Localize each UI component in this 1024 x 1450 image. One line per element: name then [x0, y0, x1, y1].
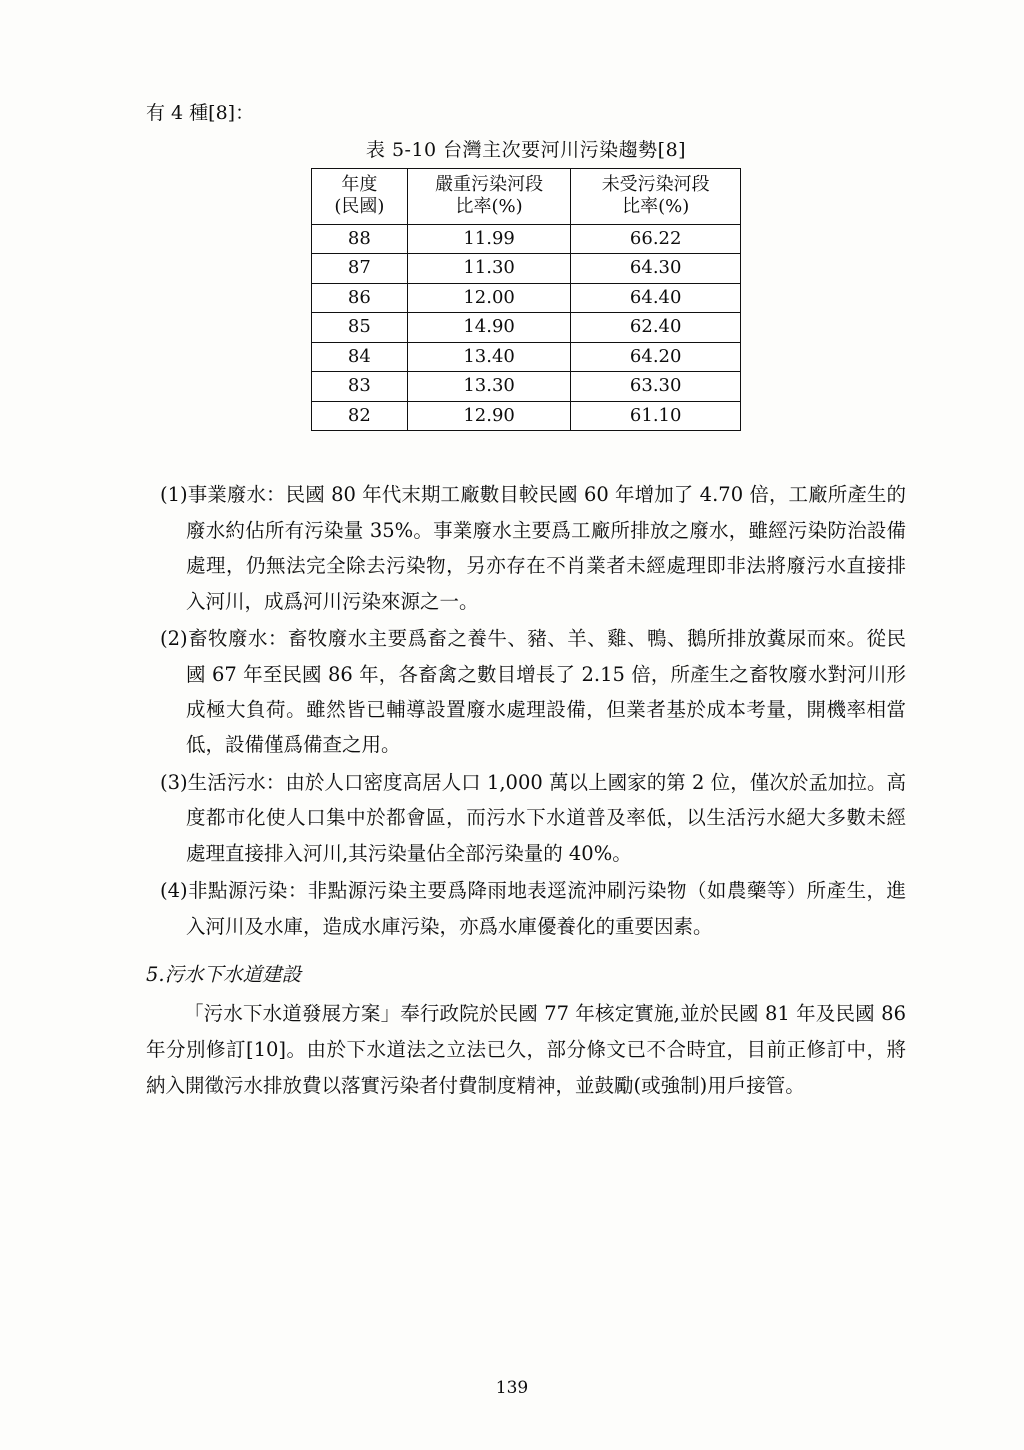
list-item: (1)事業廢水：民國 80 年代末期工廠數目較民國 60 年增加了 4.70 倍，工廠所產生的廢水約佔所有污染量 35%。事業廢水主要爲工廠所排放之廢水，雖經污染防治設備處理，仍無法完全除去污染物，另亦存在不肖業者未經處理即非法將廢污水直接排入河川，成爲河川污染來源之一。	[160, 483, 906, 613]
table-row	[312, 342, 741, 372]
cell-severe: 13.40	[407, 342, 571, 372]
cell-severe: 12.90	[407, 401, 571, 431]
river-pollution-table	[311, 168, 741, 432]
column-header-severe-line1: 嚴重污染河段	[435, 173, 544, 195]
cell-year: 82	[312, 401, 408, 431]
table-header-row	[312, 168, 741, 224]
cell-year: 84	[312, 342, 408, 372]
table-row	[312, 313, 741, 343]
cell-year: 88	[312, 224, 408, 254]
list-item: (4)非點源污染：非點源污染主要爲降雨地表逕流沖刷污染物（如農藥等）所產生，進入河川及水庫，造成水庫污染，亦爲水庫優養化的重要因素。	[160, 879, 906, 938]
list-item: (2)畜牧廢水：畜牧廢水主要爲畜之養牛、豬、羊、雞、鴨、鵝所排放糞尿而來。從民國 67 年至民國 86 年，各畜禽之數目增長了 2.15 倍，所產生之畜牧廢水對河川形成極大負荷。雖然皆已輔導設置廢水處理設備，但業者基於成本考量，開機率相當低，設備僅爲備查之用。	[160, 627, 906, 757]
column-header-unpolluted-line1: 未受污染河段	[601, 173, 710, 195]
cell-unpolluted: 62.40	[571, 313, 741, 343]
table-row	[312, 401, 741, 431]
cell-year: 86	[312, 283, 408, 313]
table-caption: 表 5-10 台灣主次要河川污染趨勢[8]	[365, 138, 687, 161]
column-header-severe	[407, 168, 571, 224]
cell-severe: 12.00	[407, 283, 571, 313]
lead-line: 有 4 種[8]：	[146, 102, 255, 124]
table-row	[312, 254, 741, 284]
cell-unpolluted: 61.10	[571, 401, 741, 431]
cell-unpolluted: 64.30	[571, 254, 741, 284]
cell-severe: 11.30	[407, 254, 571, 284]
section-heading: 5.污水下水道建設	[146, 963, 302, 987]
column-header-year	[312, 168, 408, 224]
column-header-severe-line2: 比率(%)	[455, 196, 523, 218]
table-row	[312, 372, 741, 402]
cell-severe: 13.30	[407, 372, 571, 402]
list-item: (3)生活污水：由於人口密度高居人口 1,000 萬以上國家的第 2 位，僅次於孟加拉。高度都市化使人口集中於都會區，而污水下水道普及率低，以生活污水絕大多數未經處理直接排入河川,其污染量佔全部污染量的 40%。	[160, 770, 906, 865]
cell-year: 85	[312, 313, 408, 343]
cell-unpolluted: 64.20	[571, 342, 741, 372]
cell-unpolluted: 66.22	[571, 224, 741, 254]
page-number: 139	[495, 1378, 529, 1398]
column-header-unpolluted	[571, 168, 741, 224]
cell-year: 87	[312, 254, 408, 284]
page-content	[146, 100, 906, 1104]
column-header-year-line1: 年度	[341, 173, 378, 195]
numbered-item-list	[146, 477, 906, 944]
cell-unpolluted: 63.30	[571, 372, 741, 402]
table-row	[312, 224, 741, 254]
column-header-unpolluted-line2: 比率(%)	[622, 196, 690, 218]
column-header-year-line2: (民國)	[334, 196, 385, 218]
cell-unpolluted: 64.40	[571, 283, 741, 313]
cell-severe: 14.90	[407, 313, 571, 343]
cell-severe: 11.99	[407, 224, 571, 254]
table-row	[312, 283, 741, 313]
table-spacer	[146, 431, 906, 477]
body-paragraph: 「污水下水道發展方案」奉行政院於民國 77 年核定實施,並於民國 81 年及民國 86 年分別修訂[10]。由於下水道法之立法已久，部分條文已不合時宜，目前正修訂中，將納入開徵污水排放費以落實污染者付費制度精神，並鼓勵(或強制)用戶接管。	[146, 1001, 906, 1097]
cell-year: 83	[312, 372, 408, 402]
